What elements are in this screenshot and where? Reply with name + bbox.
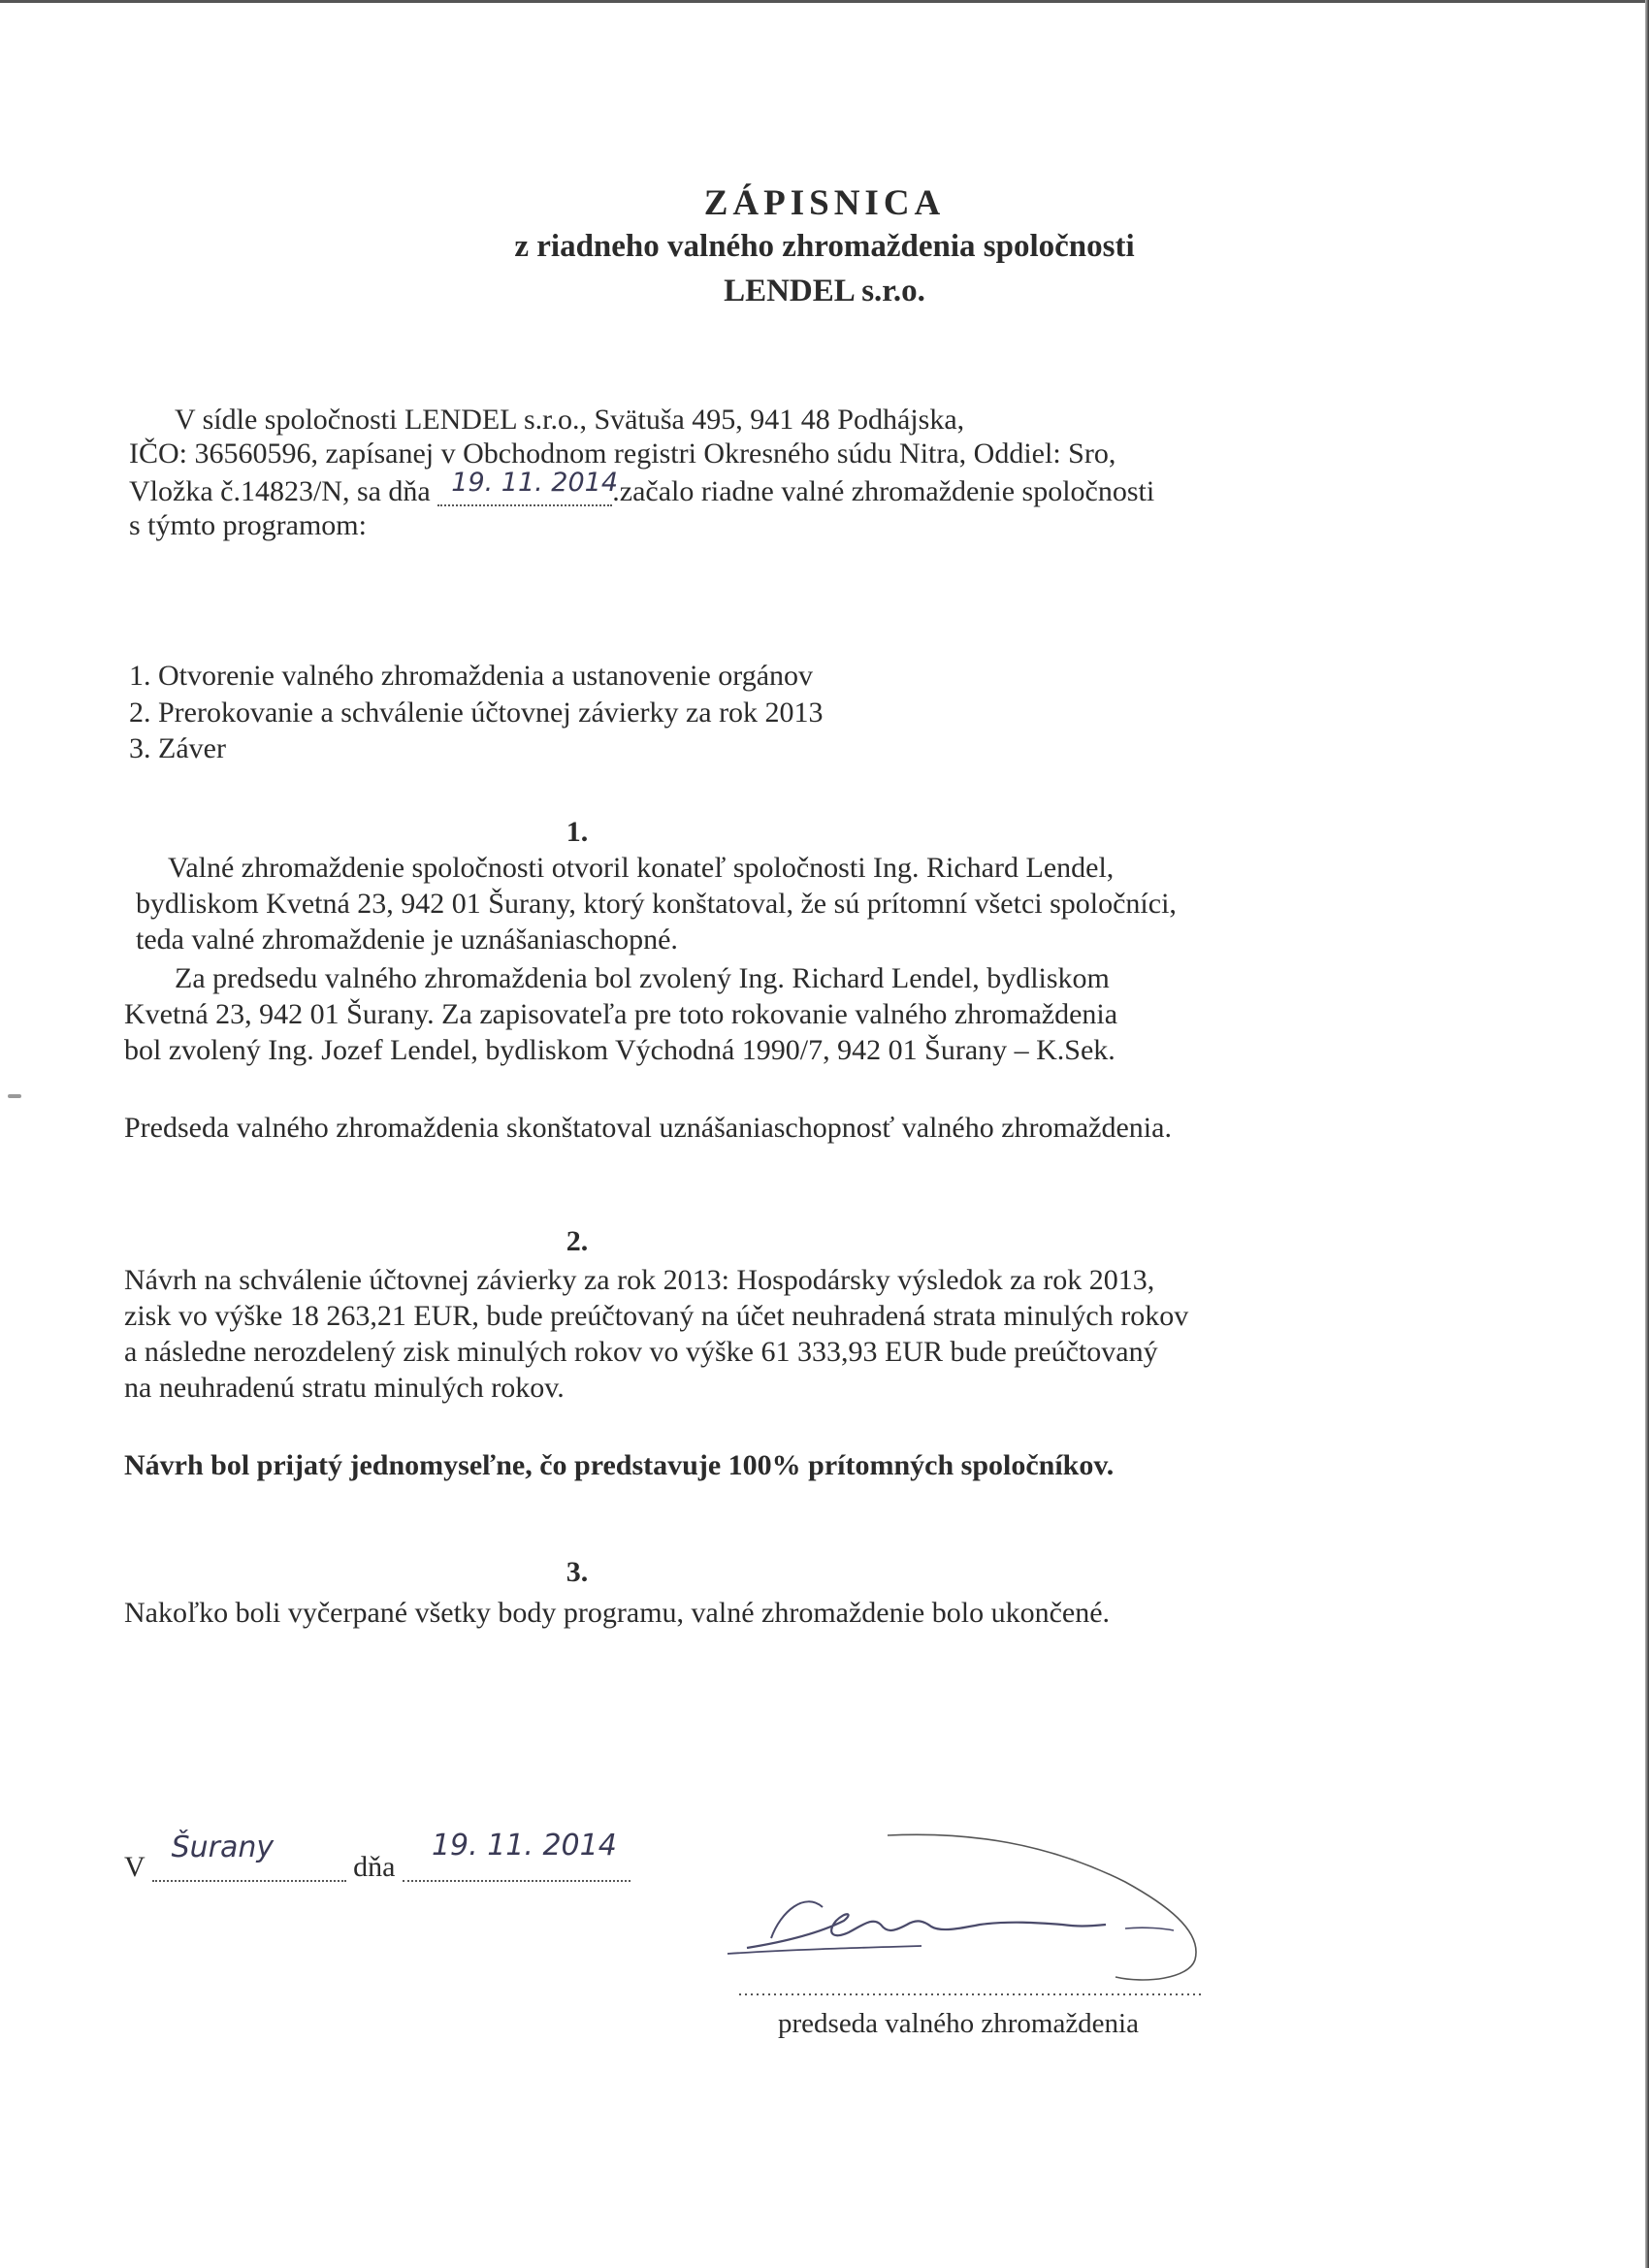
document-title: ZÁPISNICA xyxy=(703,183,946,223)
section-1-closing: Predseda valného zhromaždenia skonštatoval uznášaniaschopnosť valného zhromaždenia. xyxy=(124,1112,1172,1144)
company-name: LENDEL s.r.o. xyxy=(724,274,925,308)
place-prefix: V xyxy=(124,1851,146,1883)
intro-line-3 xyxy=(129,468,1155,507)
place-field xyxy=(152,1831,346,1882)
date-label: dňa xyxy=(353,1851,396,1883)
handwritten-date: 19. 11. 2014 xyxy=(451,468,619,498)
section-1-line-5: Kvetná 23, 942 01 Šurany. Za zapisovateľa pre toto rokovanie valného zhromaždenia xyxy=(124,998,1118,1030)
intro-line-3-after: .začalo riadne valné zhromaždenie spoločnosti xyxy=(612,475,1155,507)
intro-line-3-text: Vložka č.14823/N, sa dňa xyxy=(129,475,431,507)
agenda-item-1: 1. Otvorenie valného zhromaždenia a ustanovenie orgánov xyxy=(129,660,814,692)
footer-place-date xyxy=(124,1829,630,1883)
document-subtitle: z riadneho valného zhromaždenia spoločnosti xyxy=(514,229,1135,264)
date-field xyxy=(437,468,619,506)
section-1-line-4: Za predsedu valného zhromaždenia bol zvolený Ing. Richard Lendel, bydliskom xyxy=(175,962,1110,994)
handwritten-place: Šurany xyxy=(171,1831,275,1864)
agenda-item-3: 3. Záver xyxy=(129,732,226,764)
intro-line-1: V sídle spoločnosti LENDEL s.r.o., Svätuša 495, 941 48 Podhájska, xyxy=(175,404,965,436)
intro-line-2: IČO: 36560596, zapísanej v Obchodnom registri Okresného súdu Nitra, Oddiel: Sro, xyxy=(129,437,1116,470)
section-3-text: Nakoľko boli vyčerpané všetky body programu, valné zhromaždenie bolo ukončené. xyxy=(124,1597,1111,1629)
section-2-line-1: Návrh na schválenie účtovnej závierky za rok 2013: Hospodársky výsledok za rok 2013, xyxy=(124,1264,1155,1296)
signature-image xyxy=(718,1824,1222,2018)
footer-date-field xyxy=(403,1829,630,1882)
handwritten-footer-date: 19. 11. 2014 xyxy=(431,1829,617,1863)
section-1-line-3: teda valné zhromaždenie je uznášaniaschopné. xyxy=(136,923,678,956)
signature-caption: predseda valného zhromaždenia xyxy=(778,2008,1139,2039)
section-2-line-3: a následne nerozdelený zisk minulých rokov vo výške 61 333,93 EUR bude preúčtovaný xyxy=(124,1336,1158,1368)
intro-line-4: s týmto programom: xyxy=(129,509,367,541)
section-2-resolution: Návrh bol prijatý jednomyseľne, čo predstavuje 100% prítomných spoločníkov. xyxy=(124,1449,1115,1481)
section-2-line-2: zisk vo výške 18 263,21 EUR, bude preúčtovaný na účet neuhradená strata minulých rokov xyxy=(124,1300,1189,1332)
section-1-number: 1. xyxy=(566,816,589,848)
scan-border-right xyxy=(1645,0,1649,2268)
scan-border-top xyxy=(0,0,1649,3)
section-2-line-4: na neuhradenú stratu minulých rokov. xyxy=(124,1372,565,1404)
section-2-number: 2. xyxy=(566,1225,589,1257)
agenda-item-2: 2. Prerokovanie a schválenie účtovnej závierky za rok 2013 xyxy=(129,697,824,729)
section-3-number: 3. xyxy=(566,1556,589,1588)
section-1-line-1: Valné zhromaždenie spoločnosti otvoril konateľ spoločnosti Ing. Richard Lendel, xyxy=(168,852,1115,884)
section-1-line-2: bydliskom Kvetná 23, 942 01 Šurany, ktorý konštatoval, že sú prítomní všetci spoločníci, xyxy=(136,888,1177,920)
section-1-line-6: bol zvolený Ing. Jozef Lendel, bydliskom Východná 1990/7, 942 01 Šurany – K.Sek. xyxy=(124,1034,1116,1066)
scan-speck xyxy=(8,1094,21,1098)
